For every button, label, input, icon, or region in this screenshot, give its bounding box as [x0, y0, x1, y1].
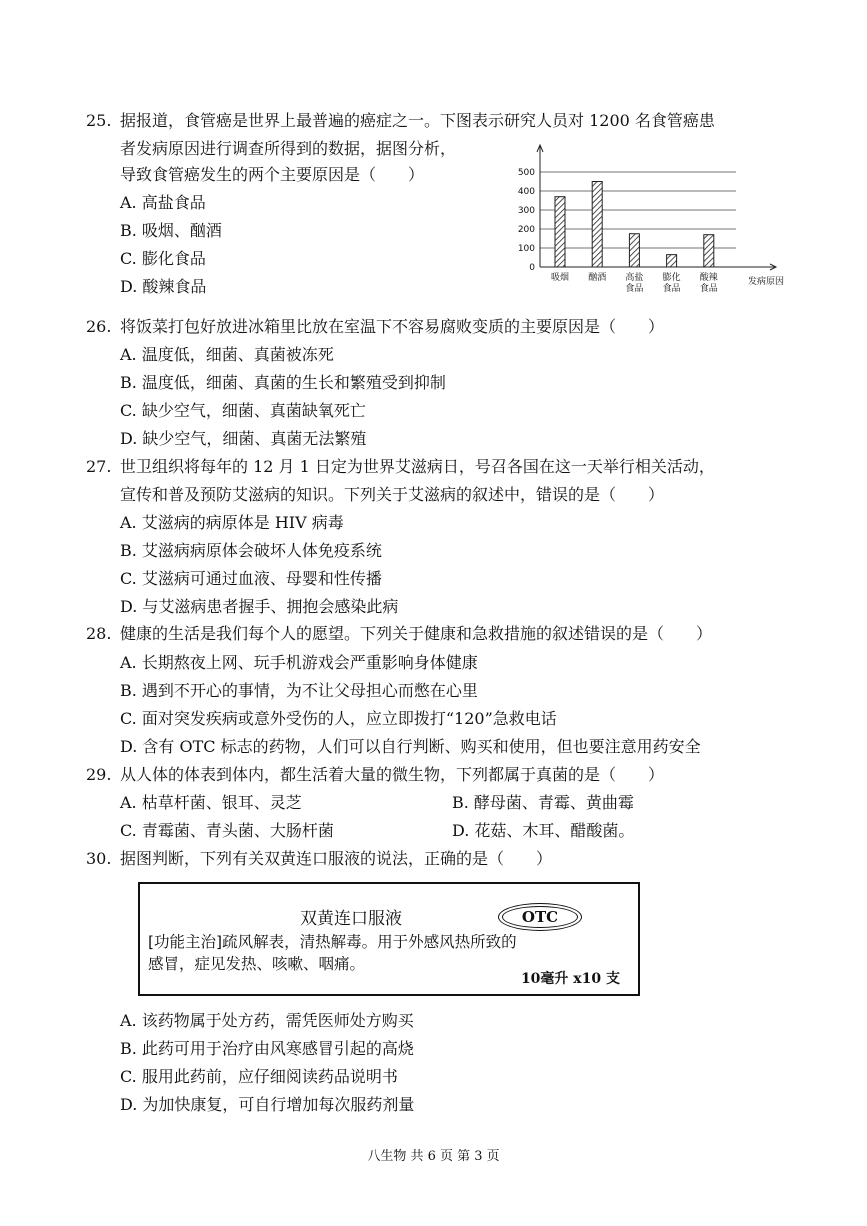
x-axis-title: 发病原因 — [747, 277, 784, 287]
bar — [629, 234, 639, 267]
option-a: A. 长期熬夜上网、玩手机游戏会严重影响身体健康 — [120, 653, 478, 672]
x-tick-label: 食品 — [662, 284, 681, 294]
option-b: B. 此药可用于治疗由风寒感冒引起的高烧 — [120, 1039, 414, 1058]
option-d: D. 与艾滋病患者握手、拥抱会感染此病 — [120, 597, 399, 616]
otc-mark: OTC — [502, 906, 578, 928]
y-tick-label: 500 — [517, 168, 535, 178]
option-a: A. 该药物属于处方药，需凭医师处方购买 — [120, 1011, 414, 1030]
y-tick-label: 200 — [517, 225, 535, 235]
question-number: 27. — [86, 457, 112, 476]
question-29 — [86, 764, 664, 786]
y-tick-label: 400 — [517, 187, 535, 197]
page-footer: 八生物 共 6 页 第 3 页 — [367, 1149, 500, 1164]
option-d: D. 含有 OTC 标志的药物，人们可以自行判断、购买和使用，但也要注意用药安全 — [120, 737, 701, 756]
x-tick-label: 膨化 — [662, 273, 681, 283]
medicine-function-line: [功能主治]疏风解表，清热解毒。用于外感风热所致的 — [148, 933, 517, 951]
medicine-function-line: 感冒，症见发热、咳嗽、咽痛。 — [148, 955, 366, 973]
x-tick-label: 酸辣 — [699, 273, 718, 283]
question-text-line: 据图判断，下列有关双黄连口服液的说法，正确的是（ ） — [120, 849, 553, 868]
medicine-name: 双黄连口服液 — [300, 909, 402, 929]
y-tick-label: 300 — [517, 206, 535, 216]
question-text-line: 宣传和普及预防艾滋病的知识。下列关于艾滋病的叙述中，错误的是（ ） — [120, 485, 665, 504]
bar — [555, 197, 565, 267]
question-text-line: 据报道，食管癌是世界上最普遍的癌症之一。下图表示研究人员对 1200 名食管癌患 — [120, 111, 715, 130]
option-d: D. 花菇、木耳、醋酸菌。 — [452, 821, 635, 840]
option-c: C. 服用此药前，应仔细阅读药品说明书 — [120, 1067, 398, 1086]
question-26 — [86, 316, 664, 338]
question-number: 29. — [86, 765, 112, 784]
question-number: 28. — [86, 624, 112, 643]
chart-axes — [537, 145, 776, 270]
option-b: B. 吸烟、酗酒 — [120, 221, 222, 240]
question-27 — [86, 456, 715, 478]
medicine-label — [138, 882, 640, 996]
option-a: A. 温度低，细菌、真菌被冻死 — [120, 345, 334, 364]
option-a: A. 艾滋病的病原体是 HIV 病毒 — [120, 513, 344, 532]
option-a: A. 枯草杆菌、银耳、灵芝 — [120, 793, 302, 812]
x-tick-label: 食品 — [699, 284, 718, 294]
option-d: D. 酸辣食品 — [120, 277, 207, 296]
x-tick-label: 食品 — [625, 284, 644, 294]
question-text-line: 从人体的体表到体内，都生活着大量的微生物，下列都属于真菌的是（ ） — [120, 765, 665, 784]
option-b: B. 温度低，细菌、真菌的生长和繁殖受到抑制 — [120, 373, 446, 392]
option-d: D. 缺少空气，细菌、真菌无法繁殖 — [120, 429, 367, 448]
option-c: C. 膨化食品 — [120, 249, 206, 268]
question-text-line: 将饭菜打包好放进冰箱里比放在室温下不容易腐败变质的主要原因是（ ） — [120, 317, 665, 336]
question-number: 26. — [86, 317, 112, 336]
option-b: B. 酵母菌、青霉、黄曲霉 — [452, 793, 634, 812]
option-a: A. 高盐食品 — [120, 193, 206, 212]
option-d: D. 为加快康复，可自行增加每次服药剂量 — [120, 1095, 415, 1114]
cause-bar-chart — [508, 140, 798, 304]
x-tick-label: 吸烟 — [550, 273, 570, 283]
y-tick-label: 100 — [517, 244, 535, 254]
option-c: C. 青霉菌、青头菌、大肠杆菌 — [120, 821, 334, 840]
x-tick-label: 高盐 — [625, 273, 644, 283]
bar — [592, 182, 602, 268]
y-tick-label: 0 — [529, 263, 535, 273]
option-c: C. 艾滋病可通过血液、母婴和性传播 — [120, 569, 382, 588]
option-b: B. 遇到不开心的事情，为不让父母担心而憋在心里 — [120, 681, 478, 700]
medicine-spec: 10毫升 x10 支 — [520, 971, 620, 987]
question-text-line: 者发病原因进行调查所得到的数据，据图分析， — [120, 139, 457, 158]
bar — [704, 235, 714, 267]
question-number: 30. — [86, 849, 112, 868]
option-b: B. 艾滋病病原体会破坏人体免疫系统 — [120, 541, 382, 560]
question-text-line: 健康的生活是我们每个人的愿望。下列关于健康和急救措施的叙述错误的是（ ） — [120, 624, 713, 643]
question-25 — [86, 110, 715, 132]
bar — [667, 255, 677, 267]
x-tick-label: 酗酒 — [588, 273, 607, 283]
question-text-line: 世卫组织将每年的 12 月 1 日定为世界艾滋病日，号召各国在这一天举行相关活动， — [120, 457, 715, 476]
question-text-line: 导致食管癌发生的两个主要原因是（ ） — [120, 165, 425, 184]
question-number: 25. — [86, 111, 112, 130]
chart-bars — [555, 182, 714, 268]
question-28 — [86, 623, 712, 645]
question-30 — [86, 848, 552, 870]
option-c: C. 缺少空气，细菌、真菌缺氧死亡 — [120, 401, 366, 420]
option-c: C. 面对突发疾病或意外受伤的人，应立即拨打“120”急救电话 — [120, 709, 557, 728]
